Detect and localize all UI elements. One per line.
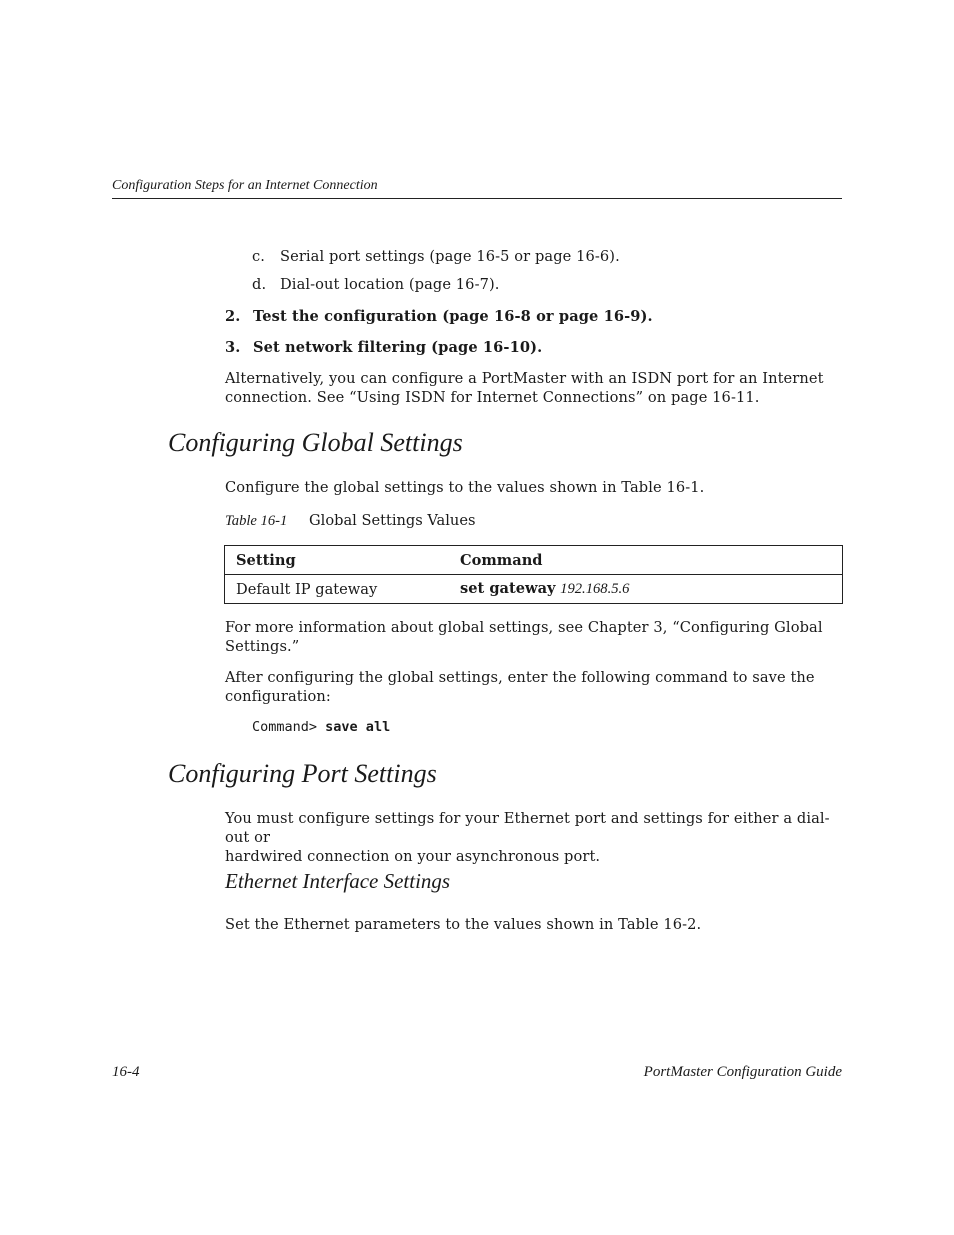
book-title: PortMaster Configuration Guide bbox=[643, 1064, 842, 1080]
command-prompt: Command> bbox=[252, 719, 318, 735]
step-text: Test the configuration (page 16-8 or page 16-9). bbox=[253, 308, 653, 325]
page-number: 16-4 bbox=[112, 1064, 140, 1080]
paragraph-line: Settings.” bbox=[225, 638, 300, 655]
step-number: 2. bbox=[225, 308, 241, 325]
step-number: 3. bbox=[225, 339, 241, 356]
numbered-step bbox=[225, 338, 542, 357]
subsection-heading-ethernet: Ethernet Interface Settings bbox=[225, 869, 451, 893]
alternative-paragraph bbox=[225, 369, 843, 407]
paragraph-line: connection. See “Using ISDN for Internet Connections” on page 16-11. bbox=[225, 389, 760, 406]
setting-cell: Default IP gateway bbox=[225, 575, 450, 604]
port-intro-paragraph bbox=[225, 809, 843, 866]
command-keyword: set gateway bbox=[460, 580, 556, 597]
after-config-paragraph bbox=[225, 668, 843, 706]
list-marker: c. bbox=[252, 248, 266, 265]
more-info-paragraph bbox=[225, 618, 843, 656]
table-label: Table 16-1 bbox=[225, 513, 288, 529]
table-row bbox=[225, 575, 843, 604]
global-settings-table bbox=[224, 545, 843, 604]
running-header: Configuration Steps for an Internet Connection bbox=[112, 178, 378, 193]
column-header-command: Command bbox=[449, 546, 843, 575]
command-example bbox=[252, 719, 390, 735]
section-heading-port: Configuring Port Settings bbox=[168, 759, 437, 788]
paragraph-line: configuration: bbox=[225, 688, 331, 705]
paragraph-line: After configuring the global settings, enter the following command to save the bbox=[225, 669, 815, 686]
list-item bbox=[252, 247, 620, 266]
list-item bbox=[252, 275, 500, 294]
list-item-text: Serial port settings (page 16-5 or page 16-6). bbox=[280, 248, 620, 265]
paragraph-line: Alternatively, you can configure a PortMaster with an ISDN port for an Internet bbox=[225, 370, 824, 387]
table-caption bbox=[225, 512, 475, 530]
header-rule bbox=[112, 198, 842, 199]
section-heading-global: Configuring Global Settings bbox=[168, 428, 463, 457]
list-marker: d. bbox=[252, 276, 267, 293]
ethernet-paragraph: Set the Ethernet parameters to the values shown in Table 16-2. bbox=[225, 916, 702, 933]
table-header-row bbox=[225, 546, 843, 575]
step-text: Set network filtering (page 16-10). bbox=[253, 339, 543, 356]
table-title: Global Settings Values bbox=[309, 512, 476, 529]
paragraph-line: For more information about global settings, see Chapter 3, “Configuring Global bbox=[225, 619, 823, 636]
command-input: save all bbox=[325, 719, 391, 735]
command-cell bbox=[449, 575, 843, 604]
global-intro: Configure the global settings to the values shown in Table 16-1. bbox=[225, 479, 705, 496]
list-item-text: Dial-out location (page 16-7). bbox=[280, 276, 500, 293]
command-argument: 192.168.5.6 bbox=[560, 581, 630, 597]
paragraph-line: You must configure settings for your Ethernet port and settings for either a dial-out or bbox=[225, 810, 830, 846]
paragraph-line: hardwired connection on your asynchronous port. bbox=[225, 848, 601, 865]
numbered-step bbox=[225, 307, 653, 326]
column-header-setting: Setting bbox=[225, 546, 450, 575]
